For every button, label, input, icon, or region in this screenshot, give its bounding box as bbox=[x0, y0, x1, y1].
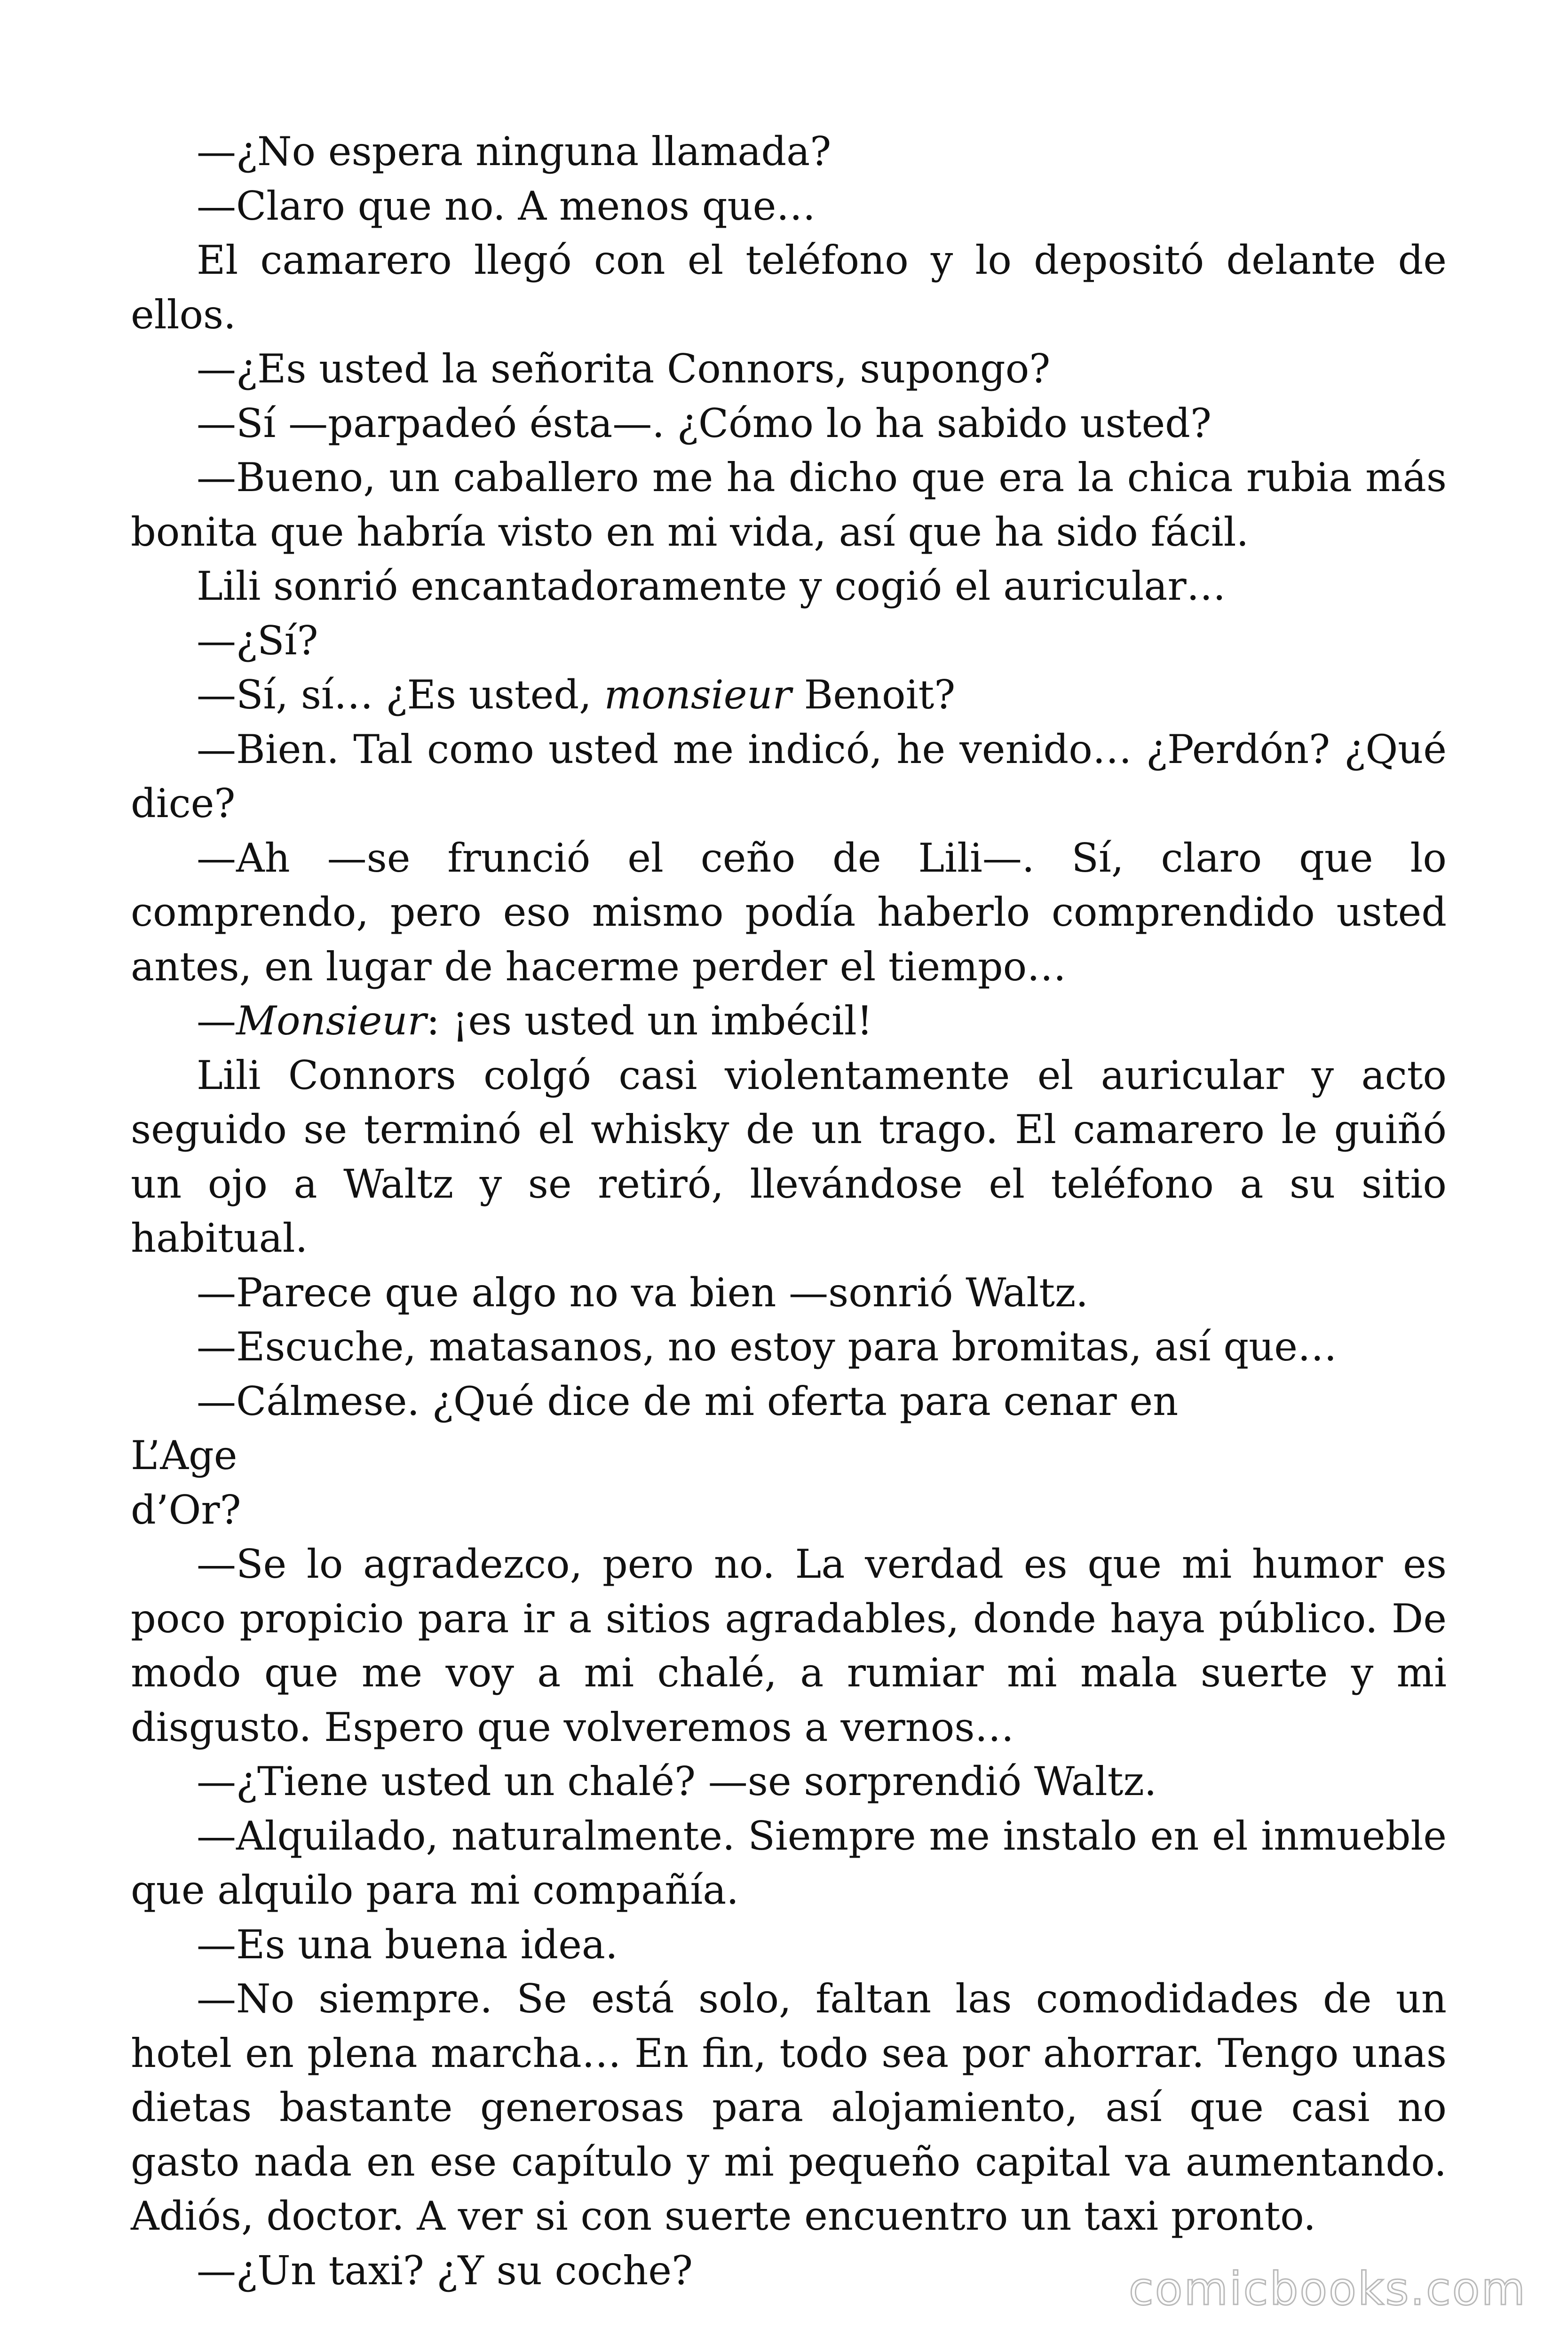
paragraph-11: —Ah —se frunció el ceño de Lili—. Sí, claro que lo comprendo, pero eso mismo podía haberlo comprendido usted antes, en lugar de hacerme perder el tiempo… bbox=[131, 834, 1447, 990]
paragraph-10: —Bien. Tal como usted me indicó, he venido… ¿Perdón? ¿Qué dice? bbox=[131, 726, 1447, 826]
paragraph-13: Lili Connors colgó casi violentamente el auricular y acto seguido se terminó el whisky de un trago. El camarero le guiñó un ojo a Waltz y se retiró, llevándose el teléfono a su sitio habitual. bbox=[131, 1052, 1447, 1261]
paragraph-8: —¿Sí? bbox=[197, 617, 318, 664]
paragraph-2: —Claro que no. A menos que… bbox=[197, 183, 816, 229]
paragraph-20: —¿Tiene usted un chalé? —se sorprendió Waltz. bbox=[197, 1758, 1157, 1804]
paragraph-3: El camarero llegó con el teléfono y lo depositó delante de ellos. bbox=[131, 237, 1447, 338]
paragraph-21: —Alquilado, naturalmente. Siempre me instalo en el inmueble que alquilo para mi compañía. bbox=[131, 1812, 1447, 1913]
paragraph-7: Lili sonrió encantadoramente y cogió el auricular… bbox=[197, 563, 1226, 609]
paragraph-14: —Parece que algo no va bien —sonrió Waltz. bbox=[197, 1269, 1088, 1316]
paragraph-9-end: Benoit? bbox=[791, 672, 956, 718]
paragraph-23: —No siempre. Se está solo, faltan las comodidades de un hotel en plena marcha… En fin, todo sea por ahorrar. Tengo unas dietas bastante generosas para alojamiento, así que casi no gasto nada en ese capítulo y mi pequeño capital va aumentando. Adiós, doctor. A ver si con suerte encuentro un taxi pronto. bbox=[131, 1976, 1447, 2239]
paragraph-9-start: —Sí, sí… ¿Es usted, bbox=[197, 672, 604, 718]
paragraph-18: d’Or? bbox=[131, 1486, 241, 1533]
page-text bbox=[131, 125, 1447, 2298]
paragraph-12 bbox=[131, 994, 1447, 1049]
paragraph-22: —Es una buena idea. bbox=[197, 1921, 618, 1968]
paragraph-4: —¿Es usted la señorita Connors, supongo? bbox=[197, 346, 1051, 392]
paragraph-6: —Bueno, un caballero me ha dicho que era la chica rubia más bonita que habría visto en mi vida, así que ha sido fácil. bbox=[131, 454, 1447, 555]
paragraph-19: —Se lo agradezco, pero no. La verdad es que mi humor es poco propicio para ir a sitios agradables, donde haya público. De modo que me voy a mi chalé, a rumiar mi mala suerte y mi disgusto. Espero que volveremos a vernos… bbox=[131, 1541, 1447, 1750]
paragraph-16: —Cálmese. ¿Qué dice de mi oferta para cenar en bbox=[197, 1378, 1179, 1424]
paragraph-5: —Sí —parpadeó ésta—. ¿Cómo lo ha sabido usted? bbox=[197, 400, 1212, 446]
paragraph-15: —Escuche, matasanos, no estoy para bromitas, así que… bbox=[197, 1324, 1337, 1370]
paragraph-9-emphasis: monsieur bbox=[604, 672, 792, 718]
paragraph-12-emphasis: Monsieur bbox=[236, 998, 427, 1044]
paragraph-1: —¿No espera ninguna llamada? bbox=[197, 128, 832, 175]
paragraph-12-start: — bbox=[197, 998, 236, 1044]
paragraph-24: —¿Un taxi? ¿Y su coche? bbox=[197, 2247, 693, 2294]
watermark: comicbooks.com bbox=[1128, 2263, 1527, 2315]
paragraph-12-end: : ¡es usted un imbécil! bbox=[426, 998, 873, 1044]
paragraph-9 bbox=[131, 668, 1447, 723]
paragraph-17: L’Age bbox=[131, 1432, 238, 1478]
